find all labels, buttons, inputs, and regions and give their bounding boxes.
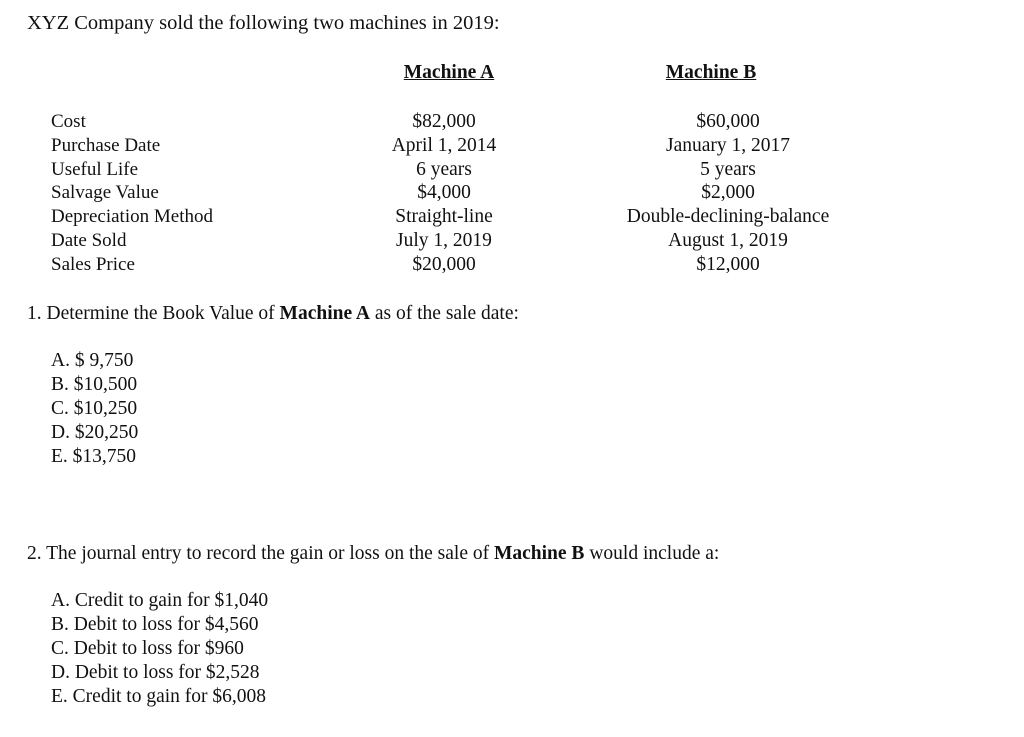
question-2-option-e: E. Credit to gain for $6,008 — [51, 686, 267, 707]
machine-a-sales-price: $20,000 — [412, 254, 476, 275]
question-2 — [27, 543, 719, 565]
question-2-option-d: D. Debit to loss for $2,528 — [51, 662, 260, 683]
question-2-option-c: C. Debit to loss for $960 — [51, 638, 244, 659]
row-label-sales-price: Sales Price — [51, 254, 135, 275]
machine-a-depreciation-method: Straight-line — [395, 206, 493, 227]
question-1 — [27, 303, 519, 325]
question-2-option-b: B. Debit to loss for $4,560 — [51, 614, 259, 635]
machine-a-cost: $82,000 — [412, 111, 476, 132]
column-header-machine-b: Machine B — [665, 62, 757, 83]
row-label-useful-life: Useful Life — [51, 159, 139, 180]
machine-b-salvage-value: $2,000 — [701, 182, 755, 203]
machine-a-useful-life: 6 years — [416, 159, 472, 180]
row-label-salvage-value: Salvage Value — [51, 182, 159, 203]
row-label-depreciation-method: Depreciation Method — [51, 206, 213, 227]
machine-b-purchase-date: January 1, 2017 — [665, 135, 791, 156]
question-2-option-a: A. Credit to gain for $1,040 — [51, 590, 269, 611]
machine-b-cost: $60,000 — [696, 111, 760, 132]
question-1-option-d: D. $20,250 — [51, 422, 139, 443]
question-1-option-c: C. $10,250 — [51, 398, 138, 419]
machine-a-purchase-date: April 1, 2014 — [391, 135, 497, 156]
question-1-option-e: E. $13,750 — [51, 446, 137, 467]
row-label-cost: Cost — [51, 111, 86, 132]
machine-b-sales-price: $12,000 — [696, 254, 760, 275]
machine-a-date-sold: July 1, 2019 — [396, 230, 492, 251]
machine-a-salvage-value: $4,000 — [417, 182, 471, 203]
machine-b-date-sold: August 1, 2019 — [668, 230, 788, 251]
question-2-prefix: 2. The journal entry to record the gain or loss on the sale of — [27, 543, 494, 564]
question-1-option-b: B. $10,500 — [51, 374, 138, 395]
row-label-date-sold: Date Sold — [51, 230, 127, 251]
column-header-machine-a: Machine A — [403, 62, 495, 83]
intro-text: XYZ Company sold the following two machines in 2019: — [27, 12, 500, 34]
question-1-option-a: A. $ 9,750 — [51, 350, 134, 371]
question-1-bold: Machine A — [279, 303, 371, 324]
question-2-suffix: would include a: — [584, 543, 720, 564]
question-2-bold: Machine B — [493, 543, 585, 564]
row-label-purchase-date: Purchase Date — [51, 135, 161, 156]
machine-b-useful-life: 5 years — [700, 159, 756, 180]
question-1-suffix: as of the sale date: — [370, 303, 519, 324]
question-1-prefix: 1. Determine the Book Value of — [27, 303, 280, 324]
machine-b-depreciation-method: Double-declining-balance — [626, 206, 830, 227]
